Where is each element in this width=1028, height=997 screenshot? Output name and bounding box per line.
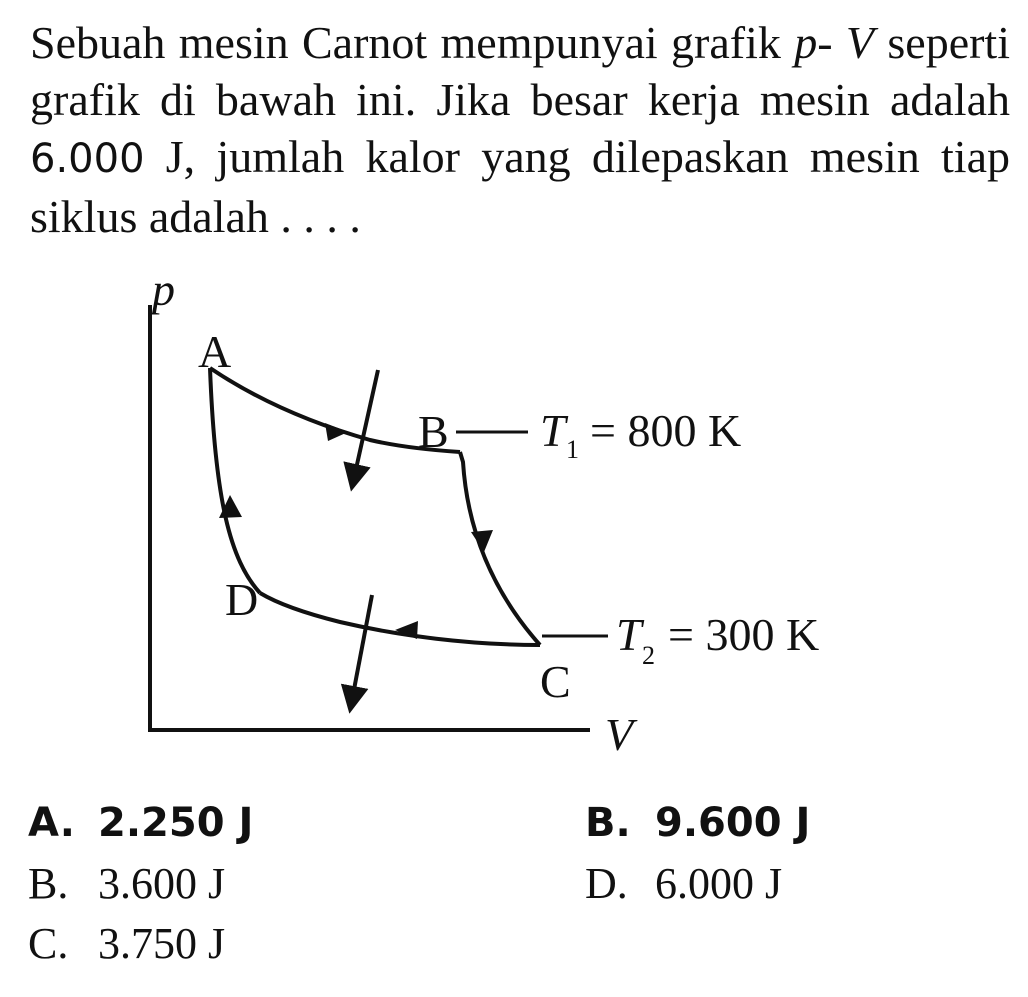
point-a-label: A xyxy=(198,326,232,377)
arrow-ab xyxy=(325,423,348,441)
option-2-letter: B. xyxy=(585,800,631,846)
direction-arrows xyxy=(219,423,493,639)
option-3-letter: B. xyxy=(28,859,69,908)
isotherm-cd xyxy=(260,593,540,645)
option-3[interactable] xyxy=(28,858,225,909)
option-1-letter: A. xyxy=(28,800,75,846)
option-2-value: 9.600 J xyxy=(655,800,811,846)
t1-value: = 800 K xyxy=(590,405,742,456)
option-2[interactable] xyxy=(585,800,810,846)
option-4-value: 6.000 J xyxy=(655,859,783,908)
axis-p-label: p xyxy=(152,264,175,315)
question-part3: J, jumlah kalor yang dilepaskan mesin tiap siklus adalah . . . . xyxy=(30,131,1010,242)
symbol-v: V xyxy=(845,17,875,68)
heat-arrows xyxy=(352,370,378,700)
point-b-label: B xyxy=(418,406,449,457)
option-1[interactable] xyxy=(28,800,253,846)
question-part1: Sebuah mesin Carnot mempunyai grafik xyxy=(30,17,795,68)
option-4[interactable] xyxy=(585,858,782,909)
heat-in-arrow xyxy=(354,370,378,478)
t2-symbol: T xyxy=(616,609,642,660)
option-5-value: 3.750 J xyxy=(98,919,226,968)
axis-v-label: V xyxy=(605,709,634,760)
point-c-label: C xyxy=(540,656,571,707)
symbol-p: p xyxy=(794,17,818,68)
option-3-value: 3.600 J xyxy=(98,859,226,908)
dash: - xyxy=(817,17,833,68)
option-4-letter: D. xyxy=(585,859,628,908)
t1-symbol: T xyxy=(540,405,566,456)
t1-subscript: 1 xyxy=(566,435,579,464)
carnot-cycle xyxy=(210,368,540,645)
heat-out-arrow xyxy=(352,595,372,700)
arrow-bc xyxy=(471,530,493,552)
option-1-value: 2.250 J xyxy=(98,800,254,846)
t2-subscript: 2 xyxy=(642,641,655,670)
adiabat-da xyxy=(210,368,260,593)
t2-value: = 300 K xyxy=(668,609,820,660)
work-value: 6.000 xyxy=(30,136,145,182)
question-part2: seperti grafik di bawah ini. Jika besar kerja mesin adalah xyxy=(30,17,1010,125)
option-5[interactable] xyxy=(28,918,225,969)
point-d-label: D xyxy=(225,574,259,625)
adiabat-bc xyxy=(460,452,540,645)
option-5-letter: C. xyxy=(28,919,69,968)
